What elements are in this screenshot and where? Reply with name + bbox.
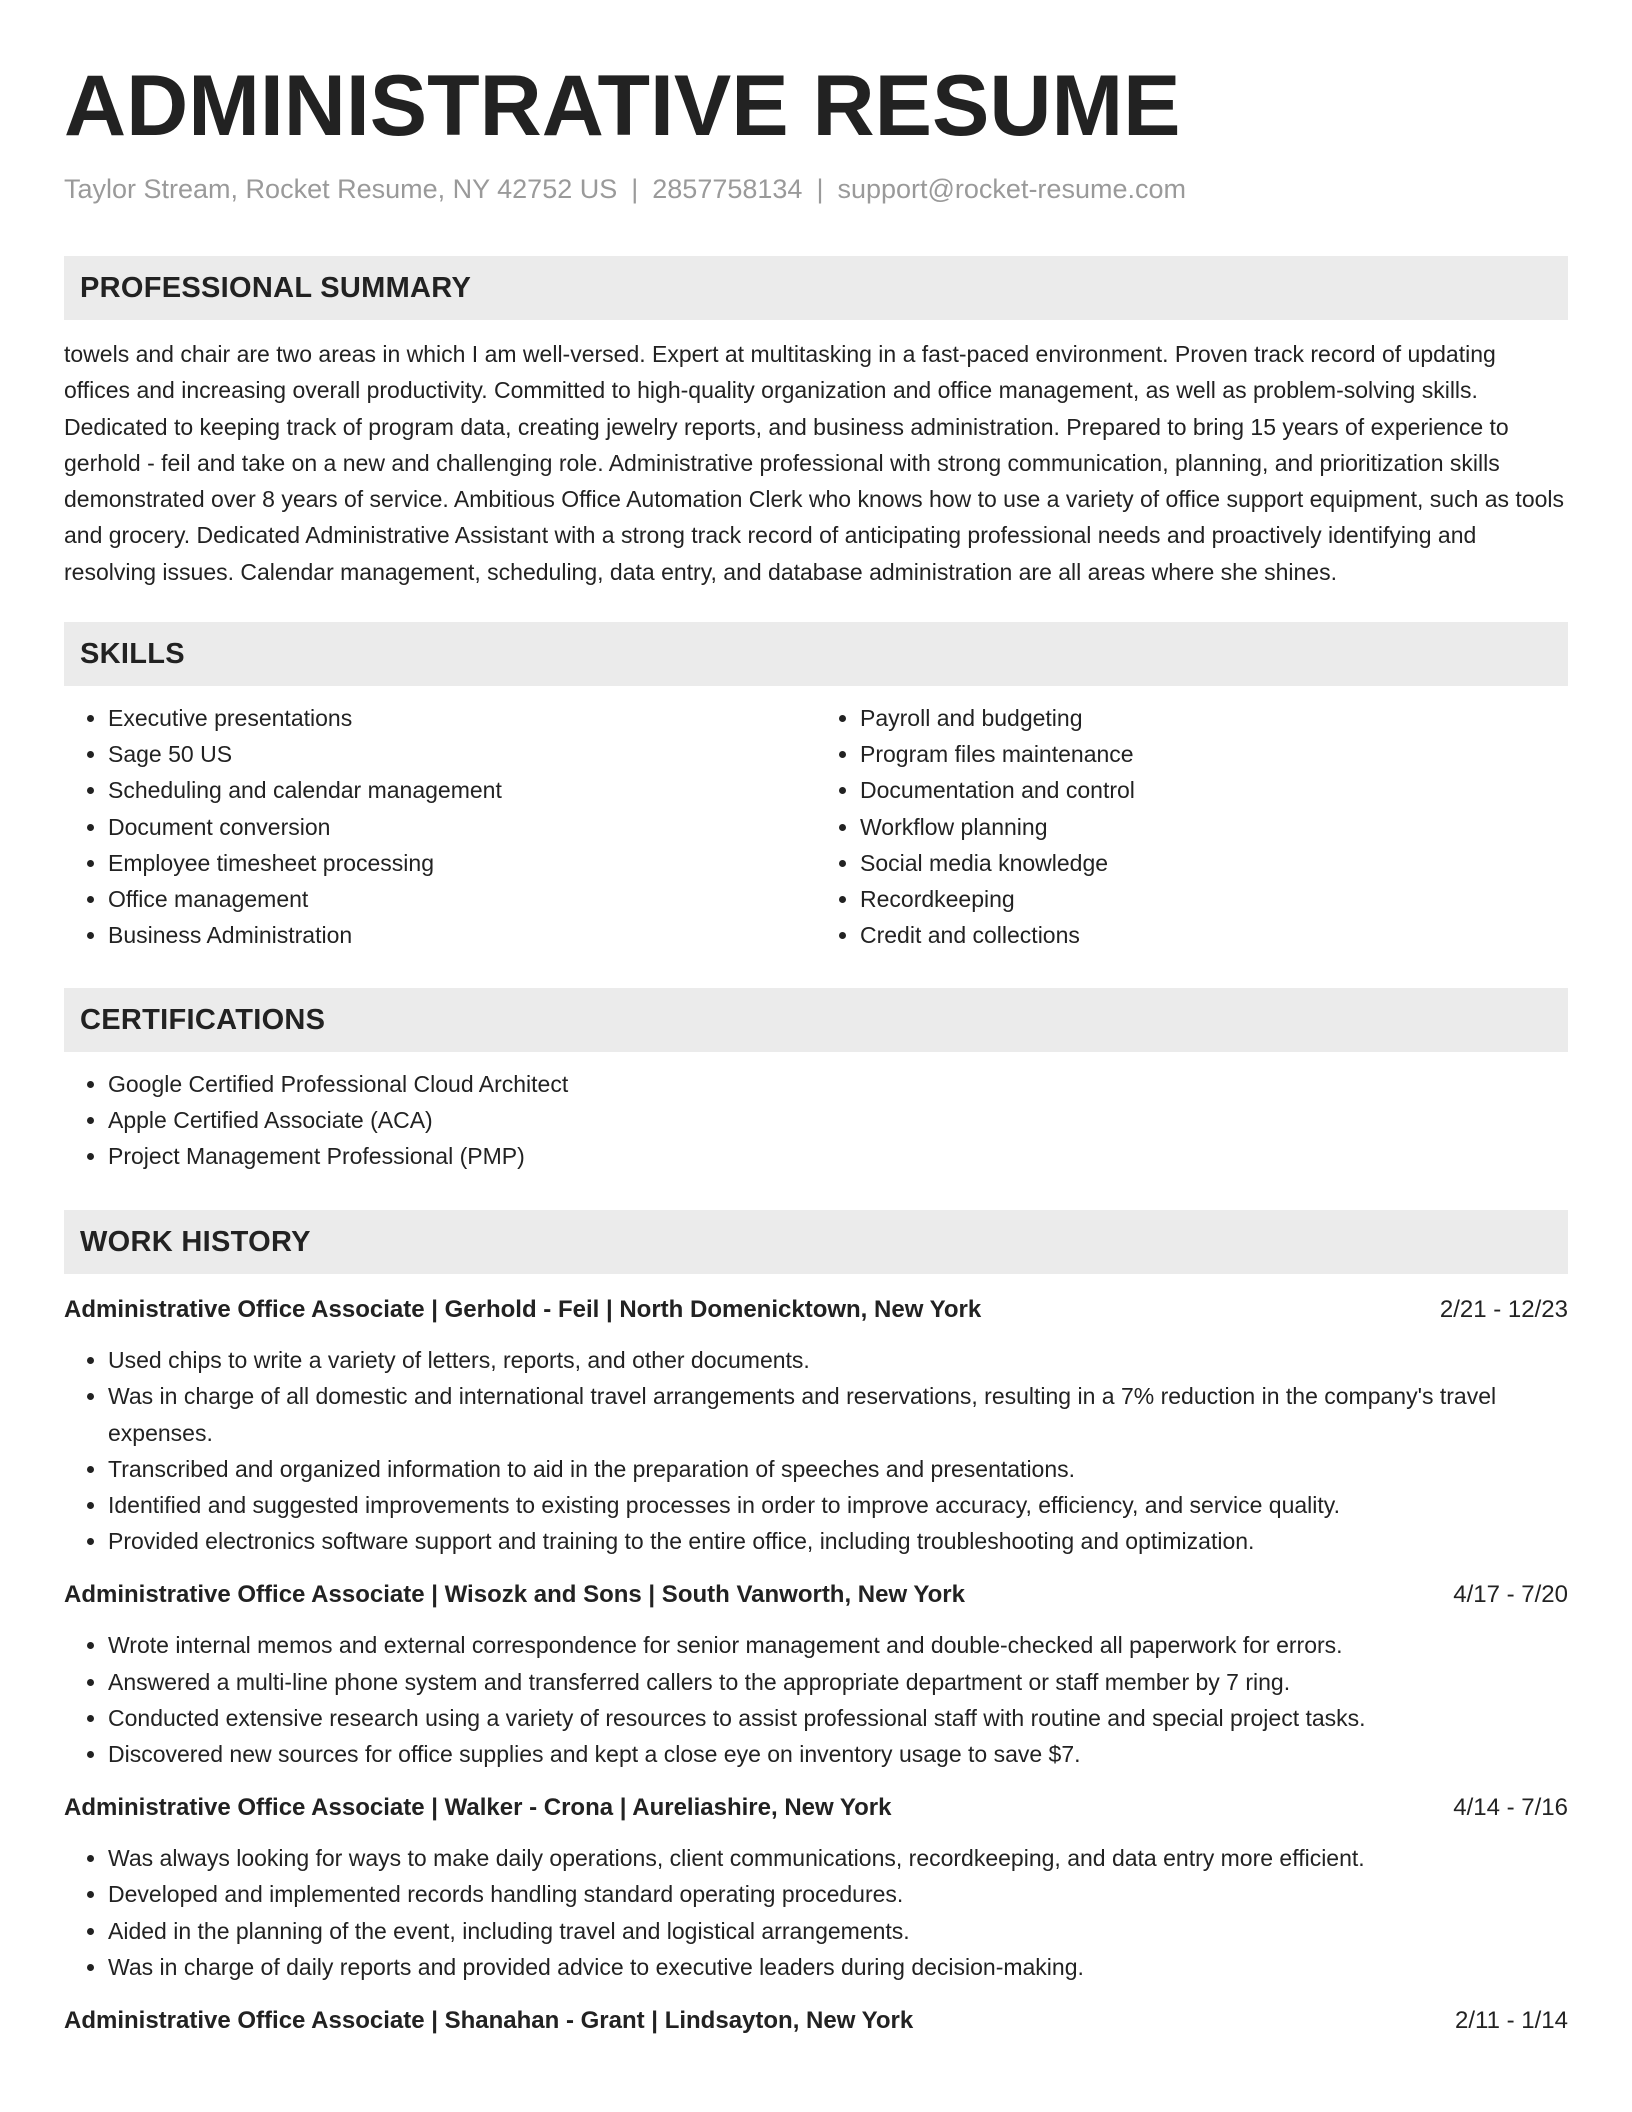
skill-item: • Sage 50 US — [108, 736, 816, 772]
job-bullet: • Conducted extensive research using a variety of resources to assist professional staff with routine and special project tasks. — [108, 1700, 1568, 1736]
section-header-skills: SKILLS — [64, 622, 1568, 686]
section-header-summary: PROFESSIONAL SUMMARY — [64, 256, 1568, 320]
certifications-list — [64, 1066, 1568, 1175]
skill-item: • Business Administration — [108, 917, 816, 953]
skill-item: • Recordkeeping — [860, 881, 1568, 917]
job-header — [64, 1790, 1568, 1826]
skills-column-left — [64, 700, 816, 953]
job-title: Administrative Office Associate | Walker - Crona | Aureliashire, New York — [64, 1794, 892, 1822]
job-entry — [64, 1292, 1568, 1559]
job-bullets — [64, 1342, 1568, 1559]
skill-item: • Documentation and control — [860, 772, 1568, 808]
contact-separator: | — [631, 174, 639, 204]
skill-item: • Office management — [108, 881, 816, 917]
contact-phone: 2857758134 — [652, 174, 803, 204]
job-bullet: • Was always looking for ways to make daily operations, client communications, recordkeeping, and data entry more efficient. — [108, 1840, 1568, 1876]
contact-address: Taylor Stream, Rocket Resume, NY 42752 US — [64, 174, 618, 204]
job-header — [64, 1577, 1568, 1613]
certification-item: • Google Certified Professional Cloud Architect — [108, 1066, 1568, 1102]
certification-item: • Project Management Professional (PMP) — [108, 1138, 1568, 1174]
job-bullet: • Provided electronics software support and training to the entire office, including troubleshooting and optimization. — [108, 1523, 1568, 1559]
resume-title: ADMINISTRATIVE RESUME — [64, 58, 1181, 154]
job-bullet: • Answered a multi-line phone system and transferred callers to the appropriate department or staff member by 7 ring. — [108, 1664, 1568, 1700]
section-header-work-history: WORK HISTORY — [64, 1210, 1568, 1274]
skill-item: • Social media knowledge — [860, 845, 1568, 881]
work-history-list — [64, 1292, 1568, 2039]
contact-separator: | — [816, 174, 824, 204]
job-bullet: • Identified and suggested improvements to existing processes in order to improve accuracy, efficiency, and service quality. — [108, 1487, 1568, 1523]
skill-item: • Executive presentations — [108, 700, 816, 736]
section-header-certifications: CERTIFICATIONS — [64, 988, 1568, 1052]
job-entry — [64, 2003, 1568, 2039]
skill-item: • Credit and collections — [860, 917, 1568, 953]
job-dates: 4/14 - 7/16 — [1453, 1794, 1568, 1822]
skill-item: • Payroll and budgeting — [860, 700, 1568, 736]
job-bullets — [64, 1627, 1568, 1772]
job-bullet: • Used chips to write a variety of letters, reports, and other documents. — [108, 1342, 1568, 1378]
contact-email: support@rocket-resume.com — [837, 174, 1186, 204]
contact-line — [64, 172, 1568, 206]
job-bullet: • Developed and implemented records handling standard operating procedures. — [108, 1876, 1568, 1912]
job-bullet: • Transcribed and organized information to aid in the preparation of speeches and presentations. — [108, 1451, 1568, 1487]
skill-item: • Scheduling and calendar management — [108, 772, 816, 808]
job-bullet: • Wrote internal memos and external correspondence for senior management and double-checked all paperwork for errors. — [108, 1627, 1568, 1663]
job-bullet: • Discovered new sources for office supplies and kept a close eye on inventory usage to save $7. — [108, 1736, 1568, 1772]
job-title: Administrative Office Associate | Gerhold - Feil | North Domenicktown, New York — [64, 1296, 982, 1324]
job-bullets — [64, 1840, 1568, 1985]
job-entry — [64, 1577, 1568, 1772]
job-bullet: • Was in charge of all domestic and international travel arrangements and reservations, resulting in a 7% reduction in the company's travel expenses. — [108, 1378, 1568, 1450]
skill-item: • Document conversion — [108, 809, 816, 845]
skill-item: • Workflow planning — [860, 809, 1568, 845]
certification-item: • Apple Certified Associate (ACA) — [108, 1102, 1568, 1138]
job-bullet: • Was in charge of daily reports and provided advice to executive leaders during decision-making. — [108, 1949, 1568, 1985]
summary-text: towels and chair are two areas in which I am well-versed. Expert at multitasking in a fast-paced environment. Proven track record of updating offices and increasing overall productivity. Committed to high-quality organization and office management, as well as problem-solving skills. Dedicated to keeping track of program data, creating jewelry reports, and business administration. Prepared to bring 15 years of experience to gerhold - feil and take on a new and challenging role. Administrative professional with strong communication, planning, and prioritization skills demonstrated over 8 years of service. Ambitious Office Automation Clerk who knows how to use a variety of office support equipment, such as tools and grocery. Dedicated Administrative Assistant with a strong track record of anticipating professional needs and proactively identifying and resolving issues. Calendar management, scheduling, data entry, and database administration are all areas where she shines. — [64, 341, 1565, 585]
skill-item: • Employee timesheet processing — [108, 845, 816, 881]
job-dates: 2/21 - 12/23 — [1439, 1296, 1568, 1324]
job-dates: 2/11 - 1/14 — [1455, 2006, 1568, 2034]
skill-item: • Program files maintenance — [860, 736, 1568, 772]
job-entry — [64, 1790, 1568, 1985]
skills-column-right — [816, 700, 1568, 953]
job-dates: 4/17 - 7/20 — [1453, 1581, 1568, 1609]
job-title: Administrative Office Associate | Wisozk and Sons | South Vanworth, New York — [64, 1581, 965, 1609]
skills-list — [64, 700, 1568, 953]
job-bullet: • Aided in the planning of the event, including travel and logistical arrangements. — [108, 1913, 1568, 1949]
job-title: Administrative Office Associate | Shanahan - Grant | Lindsayton, New York — [64, 2006, 914, 2034]
job-header — [64, 2003, 1568, 2039]
job-header — [64, 1292, 1568, 1328]
